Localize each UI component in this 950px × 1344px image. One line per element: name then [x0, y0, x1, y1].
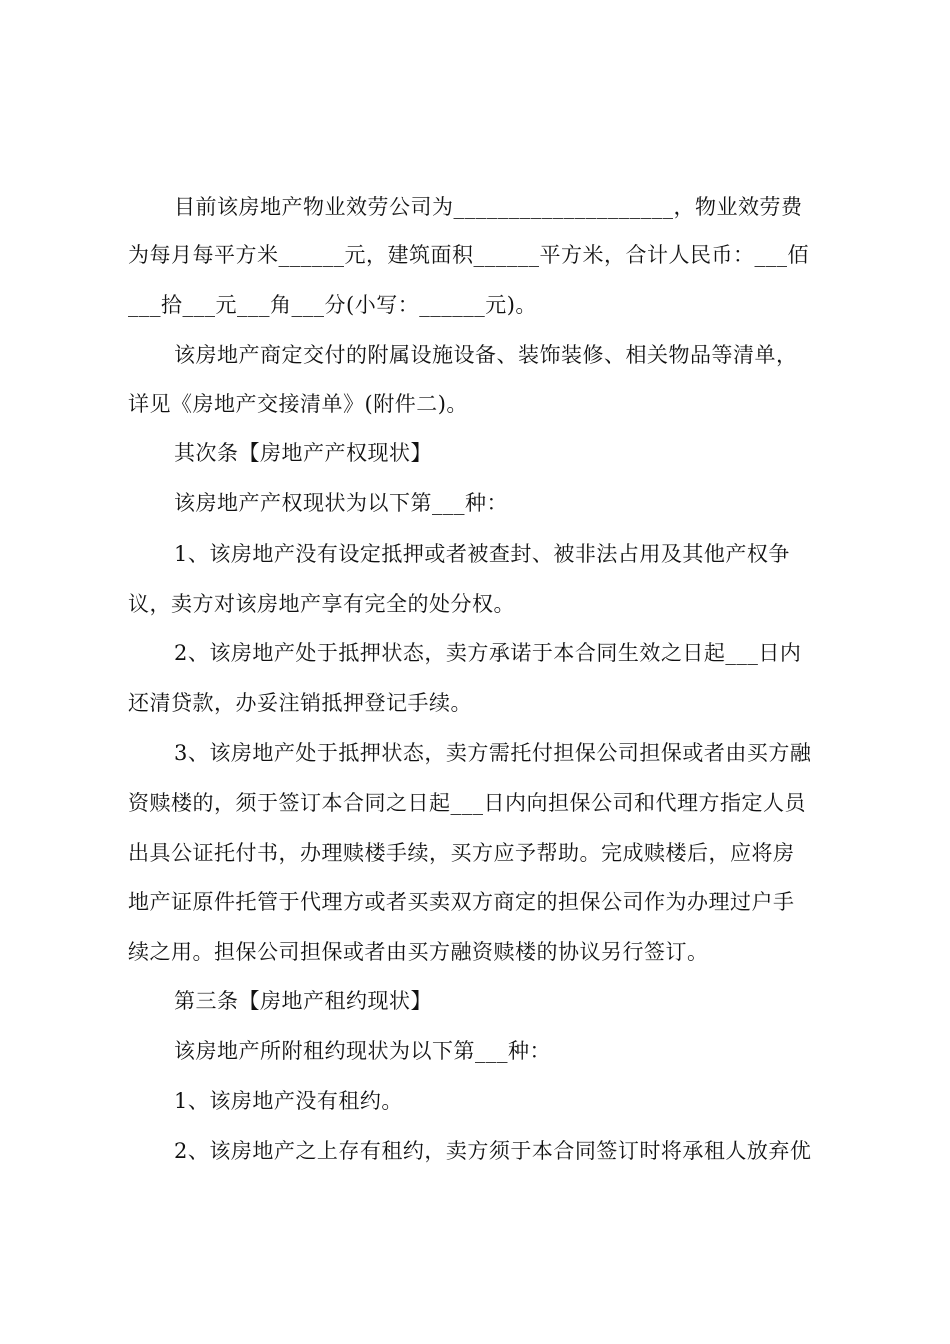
paragraph-line: 该房地产所附租约现状为以下第___种： — [174, 1039, 551, 1063]
paragraph-line: 地产证原件托管于代理方或者买卖双方商定的担保公司作为办理过户手 — [128, 890, 795, 914]
paragraph-line: 该房地产商定交付的附属设施设备、装饰装修、相关物品等清单， — [174, 343, 798, 367]
paragraph-line: 为每月每平方米______元，建筑面积______平方米，合计人民币：___佰 — [128, 243, 809, 267]
paragraph-line: 2、该房地产处于抵押状态，卖方承诺于本合同生效之日起___日内 — [174, 641, 802, 665]
paragraph-line: 该房地产产权现状为以下第___种： — [174, 491, 508, 515]
paragraph-line: ___拾___元___角___分(小写：______元)。 — [128, 293, 537, 317]
paragraph-line: 续之用。担保公司担保或者由买方融资赎楼的协议另行签订。 — [128, 940, 709, 964]
paragraph-line: 详见《房地产交接清单》(附件二)。 — [128, 392, 468, 416]
paragraph-line: 出具公证托付书，办理赎楼手续，买方应予帮助。完成赎楼后，应将房 — [128, 841, 795, 865]
paragraph-line: 1、该房地产没有租约。 — [174, 1089, 403, 1113]
paragraph-line: 资赎楼的，须于签订本合同之日起___日内向担保公司和代理方指定人员 — [128, 791, 806, 815]
paragraph-line: 还清贷款，办妥注销抵押登记手续。 — [128, 691, 472, 715]
section-heading: 第三条【房地产租约现状】 — [174, 989, 432, 1013]
paragraph-line: 3、该房地产处于抵押状态，卖方需托付担保公司担保或者由买方融 — [174, 741, 812, 765]
paragraph-line: 议，卖方对该房地产享有完全的处分权。 — [128, 592, 515, 616]
paragraph-line: 1、该房地产没有设定抵押或者被查封、被非法占用及其他产权争 — [174, 542, 790, 566]
paragraph-line: 2、该房地产之上存有租约，卖方须于本合同签订时将承租人放弃优 — [174, 1139, 812, 1163]
paragraph-line: 目前该房地产物业效劳公司为____________________，物业效劳费 — [174, 195, 803, 219]
section-heading: 其次条【房地产产权现状】 — [174, 441, 432, 465]
